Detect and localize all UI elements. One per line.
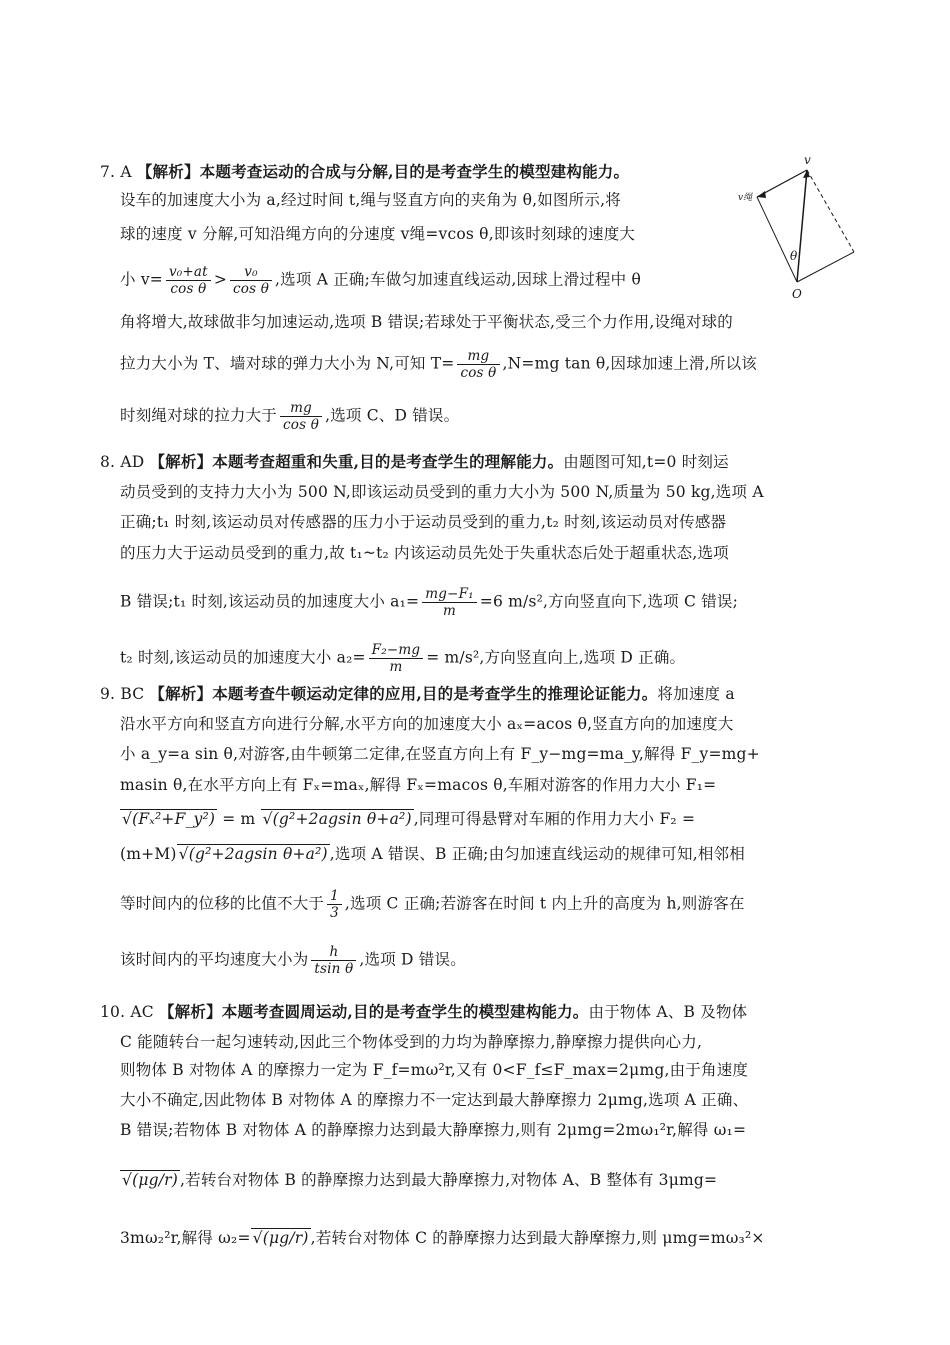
q9-sqrt-2: √(g²+2agsin θ+a²) [262,810,412,828]
q10-line-1-rest: 由于物体 A、B 及物体 [588,1003,748,1021]
q8-line-3: 正确;t₁ 时刻,该运动员对传感器的压力小于运动员受到的重力,t₂ 时刻,该运动员对传感器 [120,513,727,531]
q7-fraction-2 [230,264,272,297]
vrope-arrowhead [757,191,766,198]
q10-line-1 [100,1000,747,1024]
q7-line-6-suffix: ,N=mg tan θ,因球加速上滑,所以该 [502,354,757,373]
q7-frac1-num: v₀+at [166,264,211,281]
q7-line-4-prefix: 小 v= [120,270,163,289]
q7-line-4-suffix: ,选项 A 正确;车做匀加速直线运动,因球上滑过程中 θ [275,270,642,289]
q7-analysis-tag: 【解析】 [136,162,200,181]
q9-statement: 本题考查牛顿运动定律的应用,目的是考查学生的推理论证能力。 [212,684,658,703]
q10-number: 10. AC [100,1003,154,1021]
q9-analysis-tag: 【解析】 [149,684,213,703]
q7-frac1-den: cos θ [170,281,207,297]
q10-line-3: 则物体 B 对物体 A 的摩擦力一定为 F_f=mω²r,又有 0<F_f≤F_max=2μmg,由于角速度 [120,1061,749,1079]
q9-frac2-num: h [311,944,356,961]
q9-line-8-prefix: 该时间内的平均速度大小为 [120,950,309,969]
label-theta: θ [790,249,798,263]
q7-frac4-num: mg [280,400,322,417]
q10-line-7 [120,1226,765,1250]
q10-sqrt-1: √(μg/r) [122,1171,178,1189]
q8-line-2: 动员受到的支持力大小为 500 N,即该运动员受到的重力大小为 500 N,质量为 50 kg,选项 A [120,483,764,501]
q9-frac1-num: 1 [327,888,342,905]
q8-line-4: 的压力大于运动员受到的重力,故 t₁~t₂ 内该运动员先处于失重状态后处于超重状态,选项 [120,544,729,562]
parallelogram-edge-1 [807,170,854,252]
q9-sqrt-3: √(g²+2agsin θ+a²) [178,845,328,863]
q7-gt-sign: > [213,270,227,289]
q9-frac2-den: tsin θ [314,961,354,977]
label-o: O [792,287,802,301]
q8-frac1-den: m [442,603,456,619]
q7-line-7-suffix: ,选项 C、D 错误。 [325,406,460,425]
q7-fraction-3 [457,348,499,381]
q9-line-7 [120,888,745,921]
q7-statement: 本题考查运动的合成与分解,目的是考查学生的模型建构能力。 [199,162,630,181]
q7-fraction-4 [280,400,322,433]
q8-line-6 [120,642,685,675]
q10-analysis-tag: 【解析】 [158,1002,222,1021]
q9-frac1-den: 3 [330,905,339,921]
q7-number: 7. A [100,163,132,181]
q8-line-6-prefix: t₂ 时刻,该运动员的加速度大小 a₂= [120,648,366,667]
q9-line-2: 沿水平方向和竖直方向进行分解,水平方向的加速度大小 aₓ=acos θ,竖直方向的加速度大 [120,715,734,733]
q8-number: 8. AD [100,453,145,471]
q7-line-1 [100,160,629,184]
q9-line-8 [120,944,466,977]
q9-line-6 [120,842,745,866]
label-v: v [804,153,811,167]
q10-line-6-b: ,若转台对物体 B 的静摩擦力达到最大静摩擦力,对物体 A、B 整体有 3μmg= [180,1171,718,1189]
q9-line-5 [120,807,695,831]
label-vrope: v绳 [738,193,753,203]
q7-fraction-1 [166,264,211,297]
q8-fraction-2 [369,642,424,675]
parallelogram-edge-3 [797,252,854,282]
q7-line-6 [120,348,757,381]
q9-line-4: masin θ,在水平方向上有 Fₓ=maₓ,解得 Fₓ=macos θ,车厢对游客的作用力大小 F₁= [120,776,717,794]
q7-frac4-den: cos θ [283,417,320,433]
q8-fraction-1 [422,586,477,619]
q7-frac2-den: cos θ [233,281,270,297]
q9-line-1 [100,682,735,706]
q8-line-5-prefix: B 错误;t₁ 时刻,该运动员的加速度大小 a₁= [120,592,420,611]
q7-line-3: 球的速度 v 分解,可知沿绳方向的分速度 v绳=vcos θ,即该时刻球的速度大 [120,225,636,243]
q7-line-2: 设车的加速度大小为 a,经过时间 t,绳与竖直方向的夹角为 θ,如图所示,将 [120,191,621,209]
q8-frac2-den: m [389,659,403,675]
q9-sqrt-1: √(Fₓ²+F_y²) [122,810,216,828]
q10-sqrt-2: √(μg/r) [252,1229,309,1247]
q9-line-1-rest: 将加速度 a [657,685,735,703]
q7-frac2-num: v₀ [230,264,272,281]
parallelogram-edge-2 [757,197,797,282]
q8-line-1 [100,450,729,474]
q7-line-6-prefix: 拉力大小为 T、墙对球的弹力大小为 N,可知 T= [120,354,455,373]
q9-line-6-c: ,选项 A 错误、B 正确;由匀加速直线运动的规律可知,相邻相 [329,845,745,863]
q7-line-5: 角将增大,故球做非匀加速运动,选项 B 错误;若球处于平衡状态,受三个力作用,设绳对球的 [120,313,733,331]
rope-line [797,170,807,282]
q8-line-6-suffix: = m/s²,方向竖直向上,选项 D 正确。 [426,648,686,667]
q8-frac2-num: F₂−mg [369,642,424,659]
q7-line-7 [120,400,459,433]
q8-line-5-suffix: =6 m/s²,方向竖直向下,选项 C 错误; [479,592,739,611]
q9-line-8-suffix: ,选项 D 错误。 [359,950,466,969]
q9-line-5-d: ,同理可得悬臂对车厢的作用力大小 F₂ = [413,810,696,828]
q9-line-7-prefix: 等时间内的位移的比值不大于 [120,894,325,913]
q10-line-7-c: ,若转台对物体 C 的静摩擦力达到最大静摩擦力,则 μmg=mω₃²× [310,1229,765,1247]
q9-line-5-b: = m [217,810,256,828]
q8-line-5 [120,586,738,619]
q7-line-4 [120,264,641,297]
q8-frac1-num: mg−F₁ [422,586,477,603]
q8-line-1-rest: 由题图可知,t=0 时刻运 [563,453,729,471]
q8-statement: 本题考查超重和失重,目的是考查学生的理解能力。 [212,452,564,471]
q10-line-5: B 错误;若物体 B 对物体 A 的静摩擦力达到最大静摩擦力,则有 2μmg=2mω₁²r,解得 ω₁= [120,1121,747,1139]
q8-analysis-tag: 【解析】 [149,452,213,471]
q10-line-4: 大小不确定,因此物体 B 对物体 A 的摩擦力不一定达到最大静摩擦力 2μmg,选项 A 正确、 [120,1091,749,1109]
q9-fraction-2 [311,944,356,977]
q9-number: 9. BC [100,685,145,703]
q9-line-7-suffix: ,选项 C 正确;若游客在时间 t 内上升的高度为 h,则游客在 [344,894,745,913]
velocity-decomposition-diagram [738,152,860,302]
q10-line-6 [120,1168,717,1192]
q10-line-2: C 能随转台一起匀速转动,因此三个物体受到的力均为静摩擦力,静摩擦力提供向心力, [120,1033,703,1051]
q10-line-7-a: 3mω₂²r,解得 ω₂= [120,1229,251,1247]
q7-frac3-den: cos θ [460,365,497,381]
q9-fraction-1 [327,888,342,921]
q10-statement: 本题考查圆周运动,目的是考查学生的模型建构能力。 [221,1002,589,1021]
q7-frac3-num: mg [457,348,499,365]
q9-line-3: 小 a_y=a sin θ,对游客,由牛顿第二定律,在竖直方向上有 F_y−mg=ma_y,解得 F_y=mg+ [120,745,760,763]
q7-line-7-prefix: 时刻绳对球的拉力大于 [120,406,278,425]
q9-line-6-a: (m+M) [120,845,177,863]
